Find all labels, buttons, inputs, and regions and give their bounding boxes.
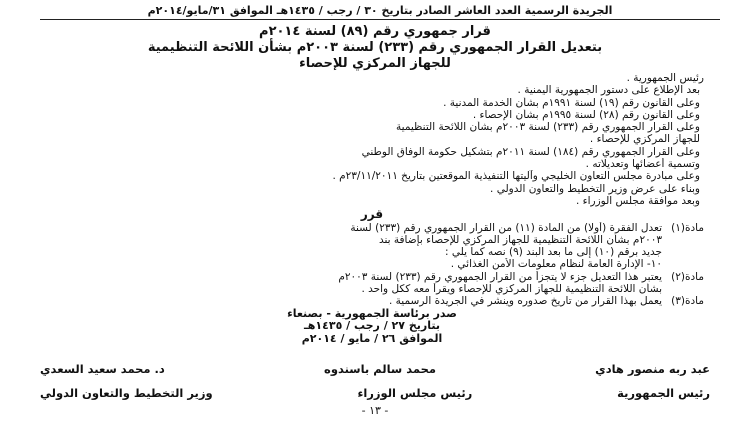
- decree-heading: قرر: [360, 208, 384, 221]
- article-text: بشأن اللائحة التنظيمية للجهاز المركزي للإحصاء ويقرأ معه ككل واحد .: [361, 283, 662, 296]
- signature-title-president: رئيس الجمهورية: [617, 386, 710, 400]
- issued-gregorian-date: الموافق ٢٦ / مايو / ٢٠١٤م: [301, 332, 443, 345]
- preamble-line: وعلى مبادرة مجلس التعاون الخليجي وآليتها التنفيذية الموقعتين بتاريخ ٢٣/١١/٢٠١١م .: [332, 170, 700, 183]
- preamble-line: وبناء على عرض وزير التخطيط والتعاون الدولي .: [490, 182, 700, 195]
- preamble-line: وتسمية أعضائها وتعديلاته .: [585, 158, 700, 171]
- preamble-line: وعلى القانون رقم (٢٨) لسنة ١٩٩٥م بشأن الإحصاء .: [472, 108, 700, 121]
- decree-subject-cont: للجهاز المركزي للإحصاء: [299, 56, 451, 71]
- article-2: [40, 271, 704, 283]
- decree-title-block: [100, 24, 650, 72]
- preamble-line: وعلى القرار الجمهوري رقم (١٨٤) لسنة ٢٠١١م بتشكيل حكومة الوفاق الوطني: [361, 145, 700, 158]
- issued-hijri-date: بتاريخ ٢٧ / رجب / ١٤٣٥هـ: [304, 320, 440, 333]
- article-text: ١٠- الإدارة العامة لنظام معلومات الأمن الغذائي .: [450, 258, 662, 271]
- decree-title: قرار جمهوري رقم (٨٩) لسنة ٢٠١٤م: [259, 24, 491, 39]
- signature-names: [40, 362, 710, 376]
- preamble-line: رئيس الجمهورية .: [626, 72, 704, 84]
- issued-place: صدر برئاسة الجمهورية - بصنعاء: [287, 307, 457, 320]
- signature-title-prime-minister: رئيس مجلس الوزراء: [357, 386, 473, 400]
- article-text: جديد برقم (١٠) إلى ما بعد البند (٩) نصه كما يلي :: [445, 246, 662, 259]
- preamble-line: وبعد موافقة مجلس الوزراء .: [576, 194, 700, 207]
- decree-subject: بتعديل القرار الجمهوري رقم (٢٣٣) لسنة ٢٠٠٣م بشأن اللائحة التنظيمية: [147, 40, 603, 55]
- signature-name-president: عبد ربه منصور هادي: [595, 362, 710, 376]
- article-text: يعمل بهذا القرار من تاريخ صدوره وينشر في الجريدة الرسمية .: [389, 295, 662, 308]
- article-1: [40, 222, 704, 234]
- gazette-header: الجريدة الرسمية العدد العاشر الصادر بتاريخ ٣٠ / رجب / ١٤٣٥هـ الموافق ٣١/مايو/٢٠١٤م: [147, 4, 613, 17]
- header-divider: [40, 19, 720, 20]
- signature-titles: [40, 386, 710, 400]
- article-text: تعدل الفقرة (أولا) من المادة (١١) من القرار الجمهوري رقم (٢٣٣) لسنة: [350, 221, 662, 234]
- signature-name-minister: د. محمد سعيد السعدي: [40, 362, 165, 376]
- page-number: - ١٣ -: [361, 404, 389, 417]
- preamble-line: وعلى القرار الجمهوري رقم (٢٣٣) لسنة ٢٠٠٣م بشأن اللائحة التنظيمية: [396, 121, 700, 134]
- decree-body: [40, 72, 704, 345]
- issued-block: [40, 308, 704, 346]
- article-text: ٢٠٠٣م بشأن اللائحة التنظيمية للجهاز المركزي للإحصاء بإضافة بند: [378, 233, 662, 246]
- preamble-line: بعد الإطلاع على دستور الجمهورية اليمنية .: [517, 84, 700, 97]
- signature-name-prime-minister: محمد سالم باسندوه: [324, 362, 436, 376]
- preamble-line: للجهاز المركزي للإحصاء .: [589, 133, 700, 146]
- article-label: مادة(١): [671, 221, 704, 234]
- signature-title-minister: وزير التخطيط والتعاون الدولي: [40, 386, 213, 400]
- preamble-line: وعلى القانون رقم (١٩) لسنة ١٩٩١م بشأن الخدمة المدنية .: [443, 96, 700, 109]
- article-3: [40, 295, 704, 307]
- article-label: مادة(٢): [671, 270, 704, 283]
- article-text: يعتبر هذا التعديل جزء لا يتجزأ من القرار الجمهوري رقم (٢٣٣) لسنة ٢٠٠٣م: [338, 270, 662, 283]
- article-label: مادة(٣): [671, 295, 704, 308]
